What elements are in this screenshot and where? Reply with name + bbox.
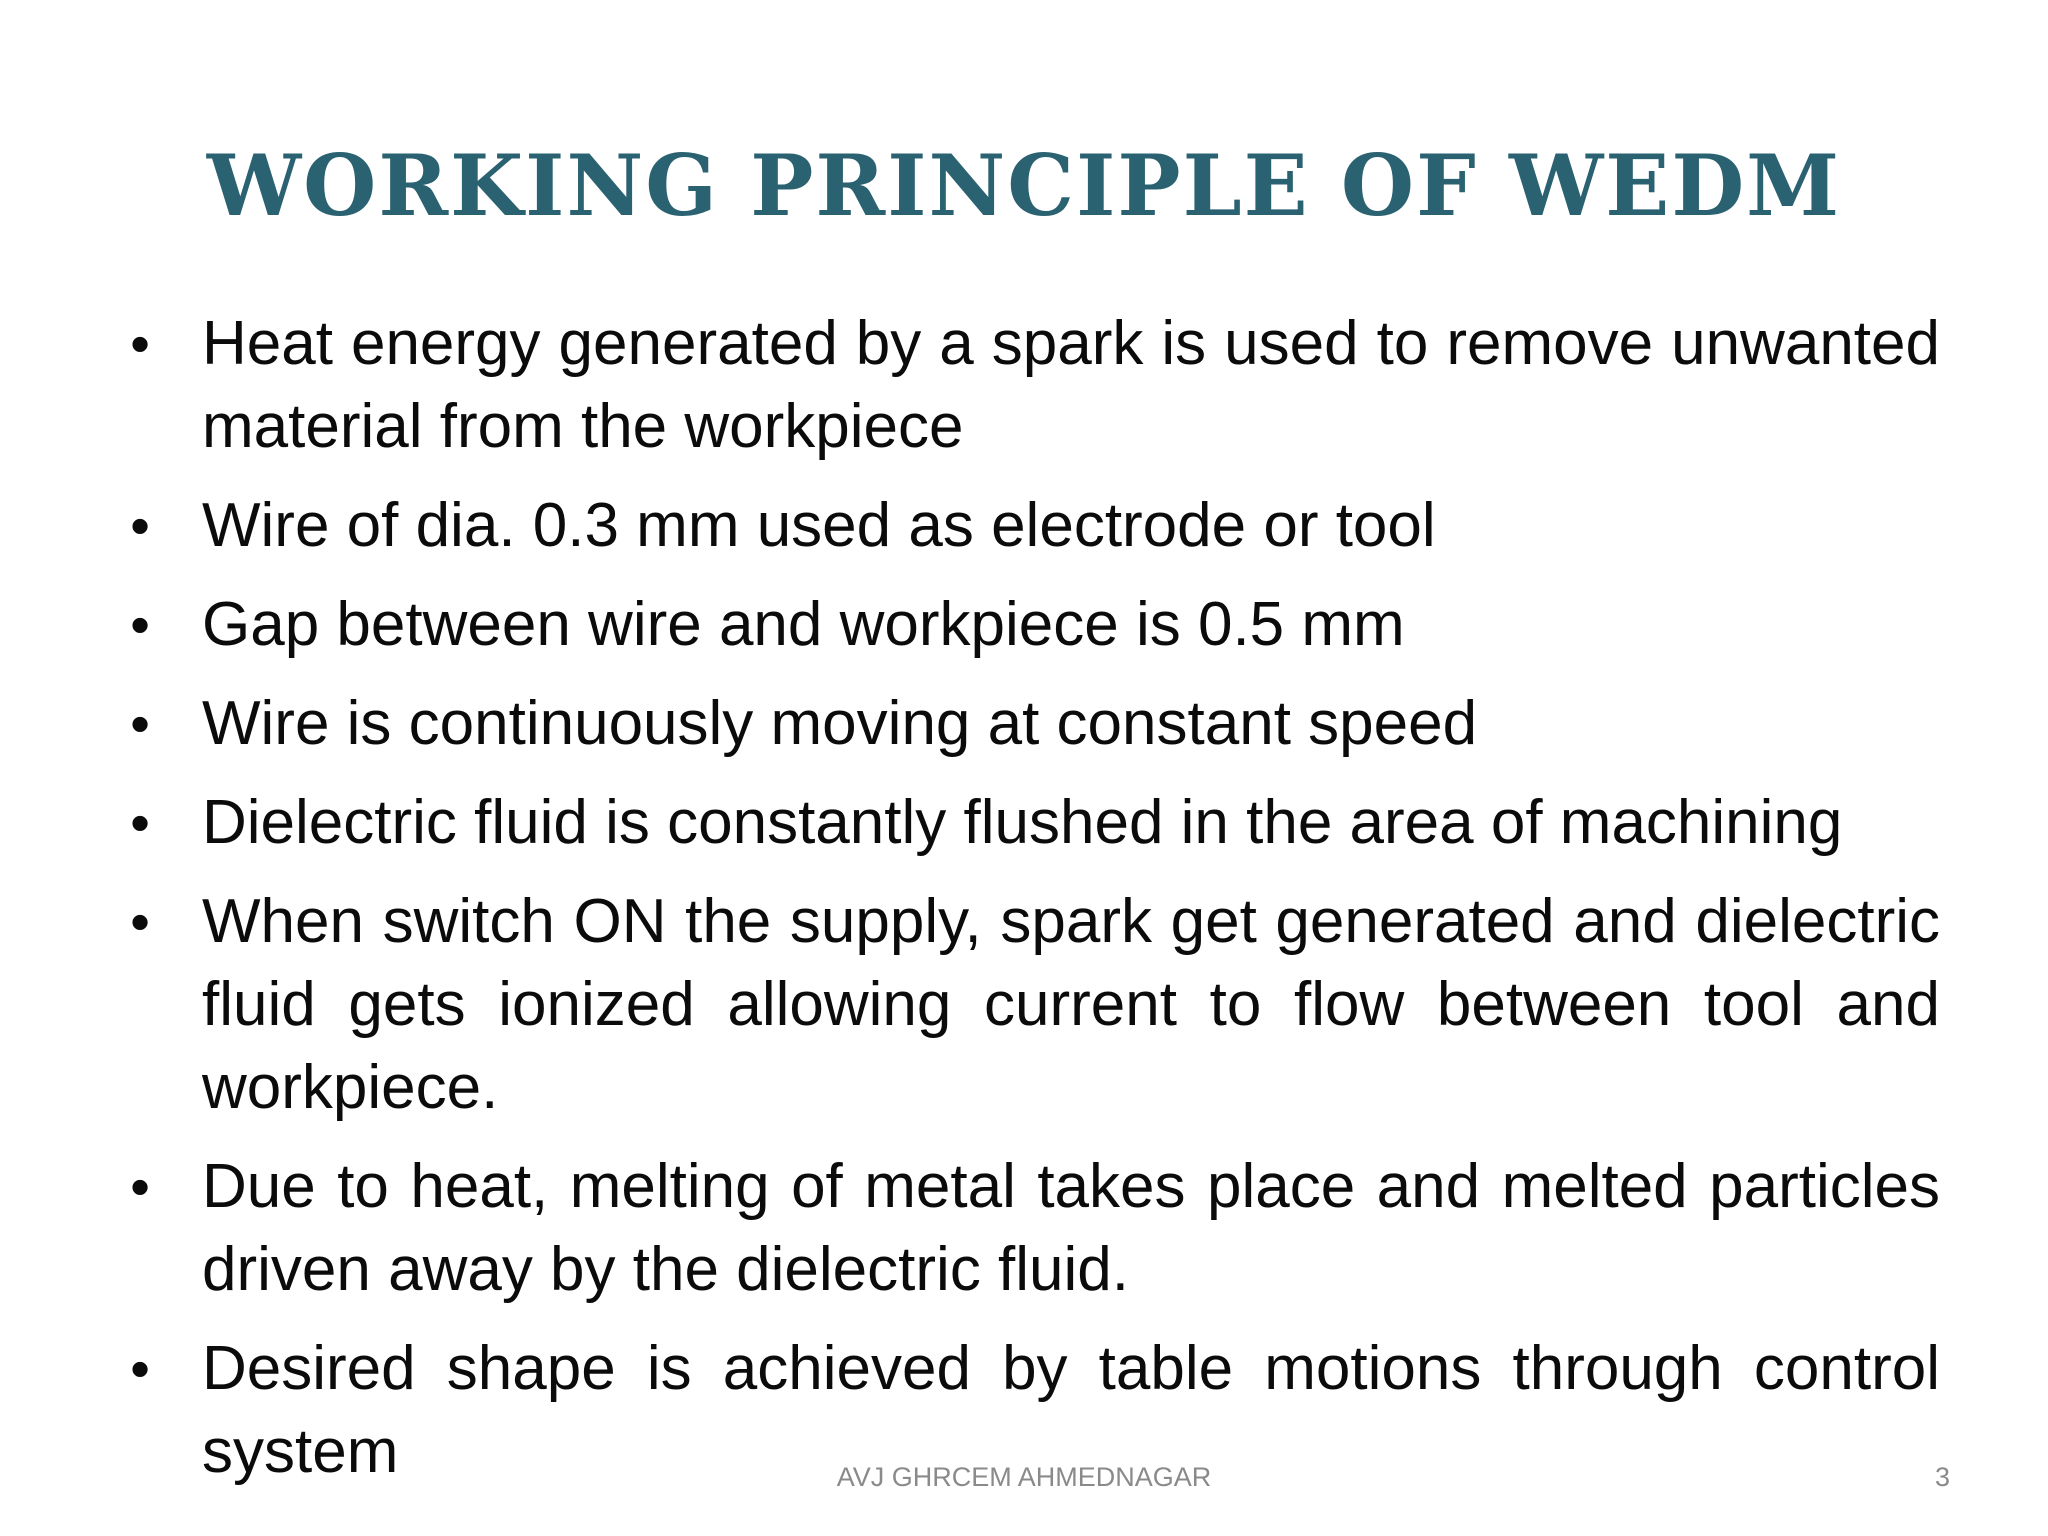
bullet-text: Gap between wire and workpiece is 0.5 mm (202, 590, 1405, 659)
slide-footer: AVJ GHRCEM AHMEDNAGAR (836, 1462, 1212, 1492)
bullet-item (120, 484, 1940, 567)
bullet-item (120, 302, 1940, 468)
bullet-icon: • (130, 1155, 150, 1218)
bullet-text: Wire of dia. 0.3 mm used as electrode or tool (202, 491, 1436, 560)
bullet-text: When switch ON the supply, spark get generated and dielectric fluid gets ionized allowing current to flow between tool and workpiece. (202, 887, 1940, 1122)
bullet-text: Heat energy generated by a spark is used to remove unwanted material from the workpiece (202, 309, 1940, 461)
bullet-item (120, 682, 1940, 765)
bullet-item (120, 1145, 1940, 1311)
bullet-list (120, 302, 1940, 1509)
bullet-icon: • (130, 593, 150, 656)
bullet-text: Dielectric fluid is constantly flushed in the area of machining (202, 788, 1843, 857)
bullet-text: Desired shape is achieved by table motions through control system (202, 1334, 1940, 1486)
bullet-text: Wire is continuously moving at constant speed (202, 689, 1478, 758)
bullet-icon: • (130, 890, 150, 953)
bullet-icon: • (130, 312, 150, 375)
bullet-item (120, 781, 1940, 864)
bullet-icon: • (130, 692, 150, 755)
bullet-item (120, 880, 1940, 1129)
bullet-item (120, 583, 1940, 666)
bullet-text: Due to heat, melting of metal takes place and melted particles driven away by the dielectric fluid. (202, 1152, 1940, 1304)
slide-title: WORKING PRINCIPLE OF WEDM (206, 136, 1842, 235)
bullet-icon: • (130, 1337, 150, 1400)
bullet-icon: • (130, 791, 150, 854)
bullet-icon: • (130, 494, 150, 557)
page-number: 3 (1934, 1462, 1950, 1492)
